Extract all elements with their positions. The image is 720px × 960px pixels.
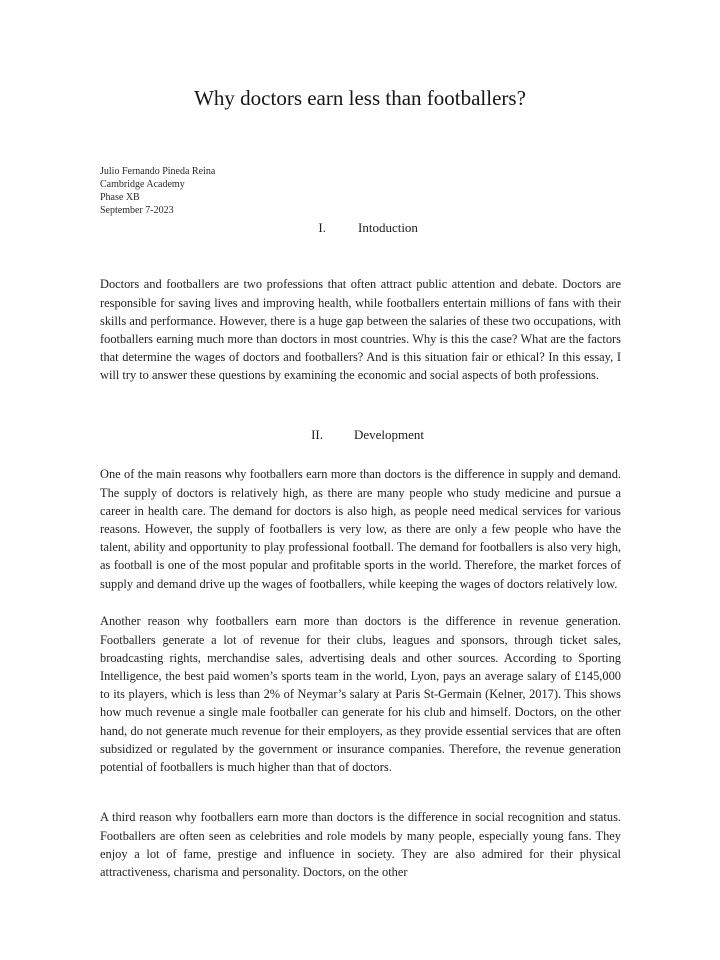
section-number: II. (311, 427, 323, 442)
paragraph-supply-demand: One of the main reasons why footballers earn more than doctors is the difference in supply and demand. The supply of doctors is relatively high, as there are many people who study medicine and pursue a career in health care. The demand for doctors is also high, as people need medical services for various reasons. However, the supply of footballers is very low, as there are only a few people who have the talent, ability and opportunity to play professional football. The demand for footballers is also very high, as football is one of the most popular and profitable sports in the world. Therefore, the market forces of supply and demand drive up the wages of footballers, while keeping the wages of doctors relatively low. (100, 467, 621, 591)
author-institution: Cambridge Academy (100, 179, 185, 190)
paragraph-revenue: Another reason why footballers earn more than doctors is the difference in revenue generation. Footballers generate a lot of revenue for their clubs, leagues and sponsors, through ticket sales, broadcasting rights, merchandise sales, advertising deals and other sources. According to Sporting Intelligence, the best paid women’s sports team in the world, Lyon, pays an average salary of £145,000 to its players, which is less than 2% of Neymar’s salary at Paris St-Germain (Kelner, 2017). This shows how much revenue a single male footballer can generate for his club and himself. Doctors, on the other hand, do not generate much revenue for their employers, as they provide essential services that are often subsidized or regulated by the government or insurance companies. Therefore, the revenue generation potential of footballers is much higher than that of doctors. (100, 614, 621, 775)
section-title: Development (354, 427, 425, 442)
author-phase: Phase XB (100, 192, 140, 203)
author-name: Julio Fernando Pineda Reina (100, 166, 216, 177)
author-date: September 7-2023 (100, 205, 174, 216)
paragraph-introduction: Doctors and footballers are two professions that often attract public attention and debate. Doctors are responsible for saving lives and improving health, while footballers entertain millions of fans with their skills and performance. However, there is a huge gap between the salaries of these two occupations, with footballers earning much more than doctors in most countries. Why is this the case? What are the factors that determine the wages of doctors and footballers? And is this situation fair or ethical? In this essay, I will try to answer these questions by examining the economic and social aspects of both professions. (100, 277, 621, 383)
section-heading-introduction (0, 220, 720, 238)
document-title: Why doctors earn less than footballers? (194, 86, 526, 110)
section-heading-development (0, 427, 720, 445)
author-block (100, 165, 215, 217)
section-number: I. (318, 220, 326, 235)
paragraph-social-status: A third reason why footballers earn more than doctors is the difference in social recognition and status. Footballers are often seen as celebrities and role models by many people, especially young fans. They enjoy a lot of fame, prestige and influence in society. They are also admired for their physical attractiveness, charisma and personality. Doctors, on the other (100, 810, 621, 879)
section-title: Intoduction (358, 220, 418, 235)
